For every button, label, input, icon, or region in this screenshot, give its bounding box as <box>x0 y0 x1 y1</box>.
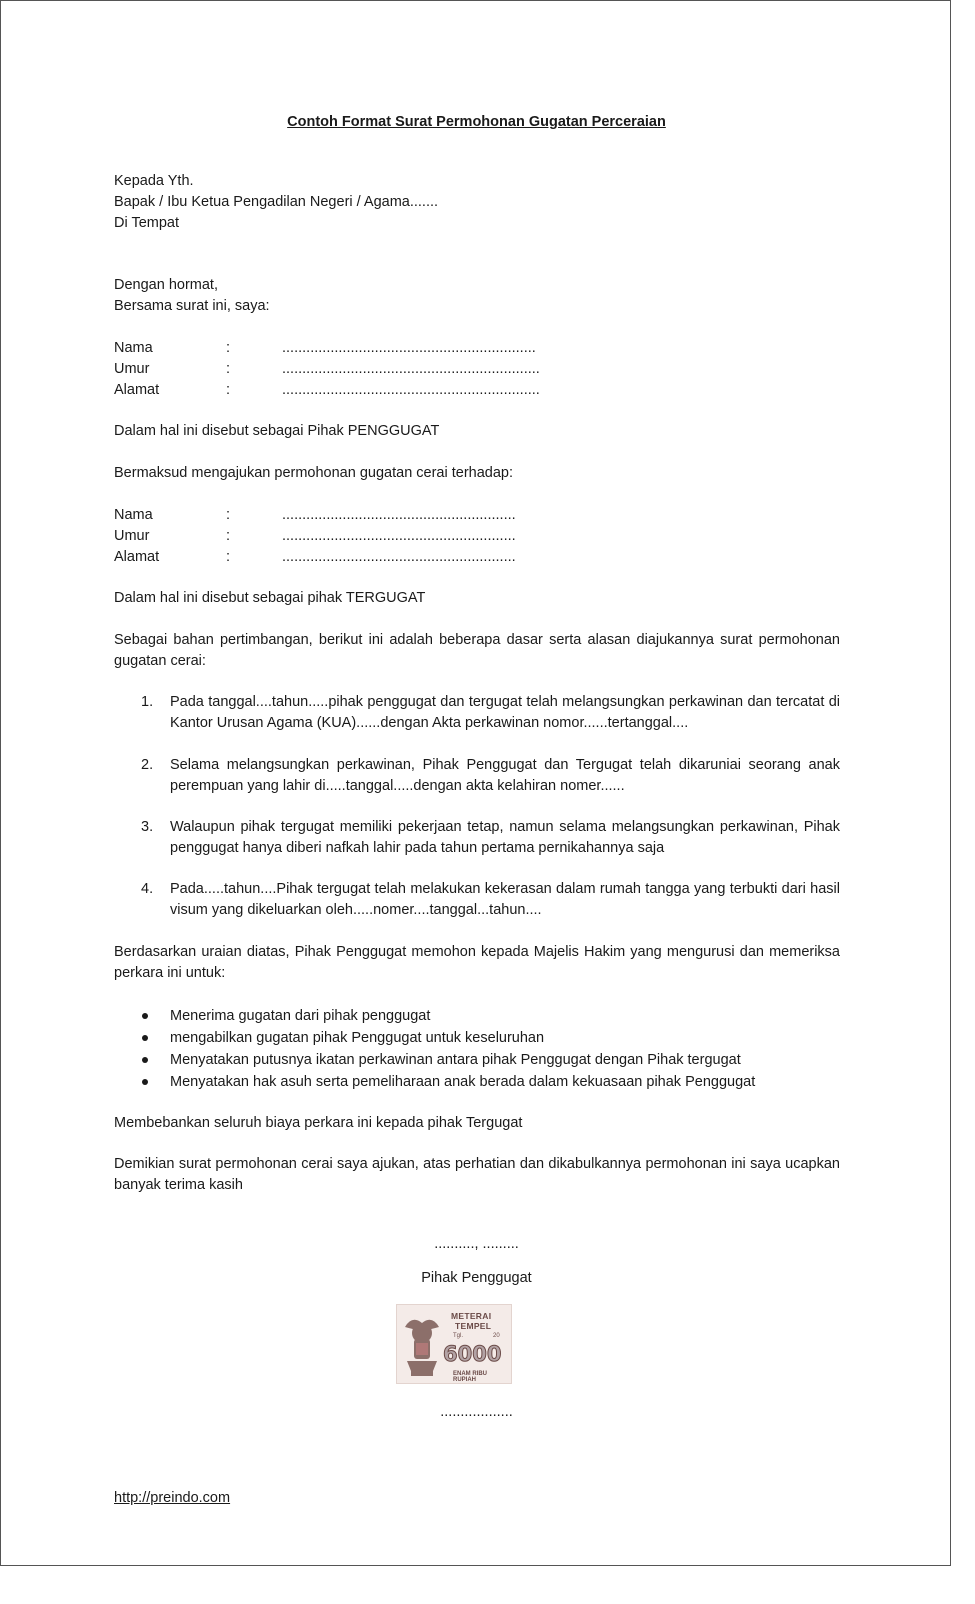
request-text: mengabilkan gugatan pihak Penggugat untuk keseluruhan <box>170 1030 545 1046</box>
reason-number: 1. <box>141 694 154 710</box>
bullet-icon <box>142 1079 148 1085</box>
intent: Bermaksud mengajukan permohonan gugatan cerai terhadap: <box>114 465 514 481</box>
greeting: Dengan hormat, <box>114 277 218 293</box>
field-label: Alamat <box>114 549 160 565</box>
field-colon: : <box>226 361 231 377</box>
intro: Bersama surat ini, saya: <box>114 298 270 314</box>
reason-text: Pada tanggal....tahun.....pihak penggugat dan tergugat telah melangsungkan perkawinan dan tercatat di Kantor Urusan Agama (KUA)......dengan Akta perkawinan nomor......tertanggal.... <box>170 694 840 731</box>
stamp-year: 20 <box>493 1333 500 1339</box>
field-value: .......................................................... <box>282 528 516 544</box>
place-date: .........., ......... <box>434 1236 519 1252</box>
field-value: ................................................................ <box>282 382 540 398</box>
request-text: Menyatakan putusnya ikatan perkawinan antara pihak Penggugat dengan Pihak tergugat <box>170 1052 741 1068</box>
reason-number: 3. <box>141 819 154 835</box>
request-text: Menyatakan hak asuh serta pemeliharaan anak berada dalam kekuasaan pihak Penggugat <box>170 1074 756 1090</box>
field-colon: : <box>226 549 231 565</box>
bullet-icon <box>142 1013 148 1019</box>
considerations-intro: Sebagai bahan pertimbangan, berikut ini adalah beberapa dasar serta alasan diajukannya surat permohonan gugatan cerai: <box>114 632 840 669</box>
bullet-icon <box>142 1057 148 1063</box>
reason-number: 4. <box>141 881 154 897</box>
field-colon: : <box>226 382 231 398</box>
footer-link[interactable]: http://preindo.com <box>114 1490 231 1506</box>
field-label: Nama <box>114 340 153 356</box>
field-value: .......................................................... <box>282 549 516 565</box>
address-line-3: Di Tempat <box>114 215 180 231</box>
document-title: Contoh Format Surat Permohonan Gugatan Perceraian <box>287 114 666 130</box>
reason-text: Selama melangsungkan perkawinan, Pihak Penggugat dan Tergugat telah dikaruniai seorang anak perempuan yang lahir di.....tanggal.....dengan akta kelahiran nomer...... <box>170 757 840 794</box>
field-colon: : <box>226 340 231 356</box>
defendant-note: Dalam hal ini disebut sebagai pihak TERGUGAT <box>114 590 426 606</box>
field-label: Alamat <box>114 382 160 398</box>
field-value: ............................................................... <box>282 340 536 356</box>
address-line-2: Bapak / Ibu Ketua Pengadilan Negeri / Agama....... <box>114 194 439 210</box>
field-colon: : <box>226 528 231 544</box>
stamp-words: ENAM RIBU RUPIAH <box>453 1371 487 1383</box>
field-value: .......................................................... <box>282 507 516 523</box>
reason-number: 2. <box>141 757 154 773</box>
address-line-1: Kepada Yth. <box>114 173 194 189</box>
field-label: Umur <box>114 361 150 377</box>
costs-statement: Membebankan seluruh biaya perkara ini kepada pihak Tergugat <box>114 1115 523 1131</box>
stamp-label-1: METERAI <box>451 1311 492 1321</box>
field-label: Umur <box>114 528 150 544</box>
request-text: Menerima gugatan dari pihak penggugat <box>170 1008 431 1024</box>
stamp-tgl: Tgl. <box>453 1333 464 1339</box>
bullet-icon <box>142 1035 148 1041</box>
closing-paragraph: Demikian surat permohonan cerai saya ajukan, atas perhatian dan dikabulkannya permohonan ini saya ucapkan banyak terima kasih <box>114 1156 840 1193</box>
reason-text: Pada.....tahun....Pihak tergugat telah melakukan kekerasan dalam rumah tangga yang terbukti dari hasil visum yang dikeluarkan oleh.....nomer....tanggal...tahun.... <box>170 881 840 918</box>
field-value: ................................................................ <box>282 361 540 377</box>
reason-text: Walaupun pihak tergugat memiliki pekerjaan tetap, namun selama melangsungkan perkawinan, Pihak penggugat hanya diberi nafkah lahir pada tahun pertama pernikahannya saja <box>170 819 840 856</box>
signer-role: Pihak Penggugat <box>421 1270 532 1286</box>
field-label: Nama <box>114 507 153 523</box>
request-intro: Berdasarkan uraian diatas, Pihak Penggugat memohon kepada Majelis Hakim yang mengurusi dan memeriksa perkara ini untuk: <box>114 944 840 981</box>
signature-line: .................. <box>440 1404 513 1420</box>
plaintiff-note: Dalam hal ini disebut sebagai Pihak PENGGUGAT <box>114 423 440 439</box>
field-colon: : <box>226 507 231 523</box>
stamp-label-2: TEMPEL <box>455 1321 492 1331</box>
stamp-amount: 6000 <box>443 1342 502 1366</box>
meterai-stamp <box>396 1304 512 1384</box>
